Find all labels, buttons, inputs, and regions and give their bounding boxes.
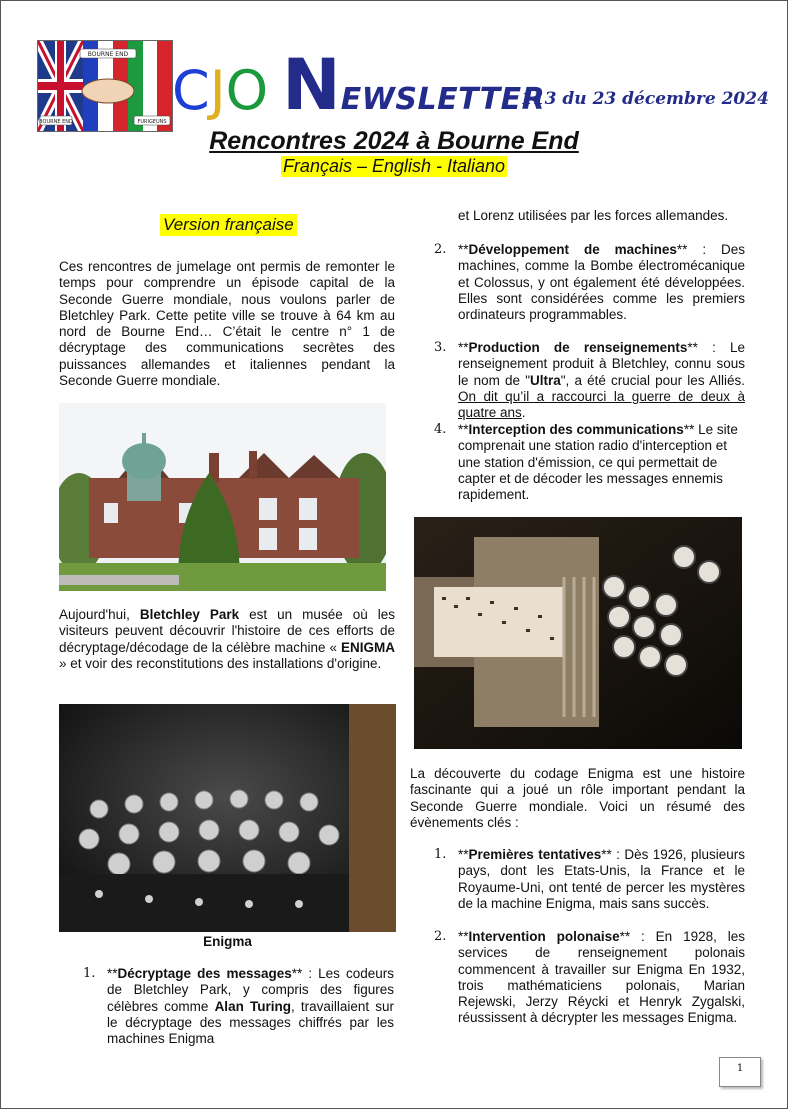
item-3-pre: ** (458, 340, 469, 355)
masthead-c: C (172, 59, 210, 122)
event-1 (434, 847, 746, 912)
bletchley-park-photo (59, 403, 386, 591)
intro-paragraph: Ces rencontres de jumelage ont permis de remonter le temps pour comprendre un épisode capital de la Seconde Guerre mondiale, nous voulons parler de Bletchley Park. Cette petite ville se trouve à 64 km au nord de Bourne End… C’était le centre n° 1 de décryptage des communications secrètes des puissances allemandes et italiennes pendant la Seconde Guerre mondiale. (59, 259, 395, 389)
item-4-pre: ** (458, 422, 469, 437)
event-1-number: 1. (434, 847, 447, 862)
cipher-machine-photo (414, 517, 742, 749)
event-2-post: ** : En 1928, les services de renseignement polonais commencent à travailler sur Enigma En 1932, trois mathématiciens polonais, Marian Rejewski, Jerzy Réycki et Henryk Zygalski, réussissent à décrypter les messages Enigma. (458, 929, 745, 1026)
museum-bletchley: Bletchley Park (139, 607, 240, 622)
item-1-post: , travaillaient sur le décryptage des messages chiffrés par les machines Enigma (107, 998, 394, 1047)
event-2-heading: Intervention polonaise (468, 929, 620, 944)
event-1-post: ** : Dès 1926, plusieurs pays, dont les Etats-Unis, la France et le Royaume-Uni, ont tenté de percer les mystères de la machine Enigma, mais sans succès. (458, 847, 746, 911)
item-3-mid2: ", a été crucial pour les Alliés. (560, 372, 745, 388)
item-1-pre: ** (107, 966, 118, 981)
item-2 (434, 242, 745, 323)
masthead-n: N (282, 44, 341, 126)
item-3-underlined: On dit qu’il a raccourci la guerre de deux à quatre ans (458, 388, 745, 421)
item-4-post: ** Le site comprenait une station radio d'interception et une station d'émission, ce qui permettait de capter et de décoder les messages ennemis rapidement. (458, 422, 738, 503)
subtitle: Français – English - Italiano (282, 156, 506, 176)
story-paragraph: La découverte du codage Enigma est une histoire fascinante qui a joué un rôle important pendant la Seconde Guerre mondiale. Voici un résumé des évènements clés : (410, 766, 745, 830)
item-1-mid: ** : Les codeurs de Bletchley Park, y compris des figures célèbres comme (107, 966, 395, 1014)
item-3-post: . (521, 405, 526, 421)
museum-mid: est un musée où les visiteurs peuvent découvrir l'histoire de ces efforts de décryptage/décodage de la célèbre machine « (59, 607, 395, 655)
item-3-heading: Production de renseignements (468, 340, 688, 355)
enigma-machine-photo (59, 704, 396, 932)
issue-number: 113 du 23 décembre 2024 (521, 89, 769, 109)
masthead-newsletter: EWSLETTER (340, 82, 546, 117)
item-2-post: ** : Des machines, comme la Bombe électromécanique et Colossus, y ont également été développées. Elles sont considérées comme les premiers ordinateurs programmables. (458, 242, 745, 323)
item-2-number: 2. (434, 242, 447, 257)
event-1-pre: ** (458, 847, 469, 862)
event-2-number: 2. (434, 929, 447, 944)
logo-right-text: FURIGEUNS (137, 119, 167, 125)
page-number: 1 (719, 1057, 761, 1087)
event-2-pre: ** (458, 929, 469, 944)
museum-enigma: ENIGMA (341, 639, 395, 655)
logo-top-text: BOURNE END (87, 51, 129, 58)
event-1-heading: Premières tentatives (468, 847, 602, 862)
enigma-caption: Enigma (203, 934, 252, 949)
version-label: Version française (160, 214, 297, 236)
item-1-continuation: et Lorenz utilisées par les forces allemandes. (458, 208, 729, 223)
logo-left-text: BOURNE END (39, 119, 73, 125)
item-1 (83, 966, 395, 1047)
item-2-heading: Développement de machines (468, 242, 677, 257)
masthead-o: O (225, 59, 269, 122)
masthead-j: J (209, 59, 226, 122)
museum-paragraph (59, 607, 395, 672)
item-4-heading: Interception des communications (468, 422, 684, 437)
item-3 (434, 340, 745, 421)
item-3-ultra: Ultra (530, 372, 561, 388)
item-4 (434, 422, 745, 503)
page-title: Rencontres 2024 à Bourne End (209, 127, 579, 155)
item-4-number: 4. (434, 422, 447, 437)
item-2-pre: ** (458, 242, 469, 257)
subtitle-wrap (0, 156, 788, 177)
museum-pre: Aujourd'hui, (59, 607, 140, 622)
item-1-number: 1. (83, 966, 96, 981)
item-1-heading: Décryptage des messages (117, 966, 292, 981)
masthead (172, 44, 546, 126)
twinning-logo (37, 40, 173, 132)
event-2 (434, 929, 745, 1027)
item-3-number: 3. (434, 340, 447, 355)
item-3-mid: ** : Le renseignement produit à Bletchley, connu sous le nom de " (458, 340, 745, 388)
item-1-turing: Alan Turing (214, 998, 291, 1014)
museum-post: » et voir des reconstitutions des installations d'origine. (59, 655, 382, 671)
